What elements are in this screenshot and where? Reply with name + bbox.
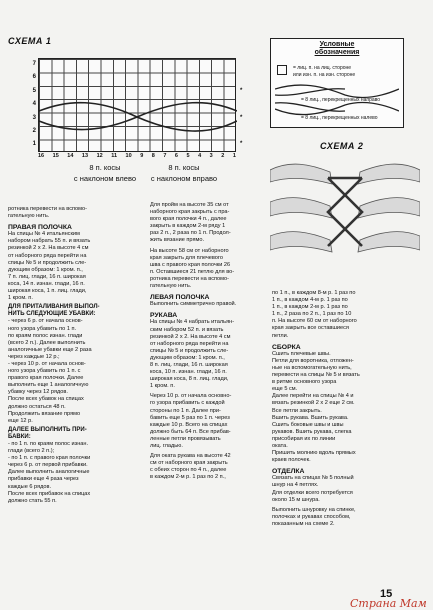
column-number: 14: [67, 153, 74, 159]
heading-right-front: ПРАВАЯ ПОЛОЧКА: [8, 224, 72, 232]
text-line: гательную нить.: [8, 213, 50, 220]
text-line: рукавов. Вшить рукава, слегка: [272, 428, 352, 435]
text-line: в ритме основного узора: [272, 379, 337, 386]
fabric-edge-mid-right: [358, 198, 420, 218]
text-line: края закрыть все оставшиеся: [272, 325, 349, 332]
caption-left-line2: с наклоном влево: [73, 174, 137, 183]
text-line: 1 п., в каждом 4-м р. 1 раз по: [272, 297, 348, 304]
column-number: 2: [221, 153, 225, 159]
caption-right-cable: [148, 162, 220, 184]
text-line: через каждые 12 р.;: [8, 353, 60, 360]
caption-right-line1: 8 п. косы: [168, 163, 200, 172]
text-line: около 15 м шнура.: [272, 496, 320, 503]
text-line: коса, 10 п. изнан. глади, 16 п.: [150, 369, 227, 376]
text-line: набором набрать 55 п. и вязать: [8, 238, 91, 245]
text-line: 1 п., в каждом 2-м р. 1 раз по: [272, 304, 348, 311]
text-line: резинкой 2 х 2. На высоте 4 см: [150, 333, 231, 340]
text-line: - через 6 р. от начала основ-: [8, 318, 83, 325]
row-number: 3: [32, 114, 36, 121]
legend-empty-square-icon: [277, 65, 287, 75]
text-line: Для оката рукава на высоте 42: [150, 453, 231, 460]
column-number: 15: [52, 153, 59, 159]
heading-waist-decreases-line2: НИТЬ СЛЕДУЮЩИЕ УБАВКИ:: [8, 311, 96, 318]
cable-left-strand-2: [39, 117, 137, 130]
text-line: ским набором 52 п. и вязать: [150, 326, 224, 333]
column-number: 7: [163, 153, 167, 159]
heading-finishing: ОТДЕЛКА: [272, 468, 305, 476]
lace-cord-2: [328, 178, 362, 246]
text-line: каждые 10 р. Всего на спицах: [150, 421, 228, 428]
text-line: раз 2 п., 2 раза по 1 п. Продол-: [150, 230, 231, 237]
row-number: 1: [32, 141, 36, 148]
heading-left-front: ЛЕВАЯ ПОЛОЧКА: [150, 294, 210, 302]
column-number: 3: [209, 153, 213, 159]
column-number: 11: [111, 153, 118, 159]
text-line: см от наборного края закрыть: [150, 460, 228, 467]
text-line: по краям полос изнан. глади: [8, 332, 83, 339]
text-line: Вшить рукава. Вшить рукава.: [272, 414, 349, 421]
text-line: 1 п., 2 раза по 2 п., 1 раз по 10: [272, 311, 352, 318]
text-line: Выполнить симметрично правой.: [150, 301, 237, 308]
text-line: закрыть в каждом 2-м ряду 1: [150, 223, 226, 230]
col1-increases-text: [8, 441, 144, 505]
text-line: Для пройм на высоте 35 см от: [150, 202, 229, 208]
text-line: После всех прибавок на спицах: [8, 490, 91, 497]
text-line: Сшить плечевые швы.: [272, 350, 331, 357]
text-line: ленные петли провязывать: [150, 435, 221, 442]
col3-sleeve-cap-text: [272, 290, 422, 340]
row-number: 7: [32, 61, 36, 67]
text-line: На спицы № 4 набрать итальян-: [150, 319, 235, 326]
legend-item-1: = лиц. п. на лиц. стороне: [293, 65, 352, 71]
text-line: вязать резинкой 2 х 2 еще 2 см.: [272, 400, 355, 407]
text-line: гательную нить.: [150, 283, 192, 290]
text-line: должно стать 55 п.: [8, 497, 57, 504]
text-line: широкая коса, 1 п. лиц. глади,: [8, 288, 87, 295]
text-line: по 1 п., в каждом 8-м р. 1 раз по: [272, 290, 356, 296]
fabric-edge-top-left: [270, 164, 332, 184]
legend-item-4: = 8 лиц., перекрещенных налево: [301, 115, 378, 121]
col2-left-front-text: [150, 301, 268, 308]
text-line: стороны по 1 п. Далее при-: [150, 407, 221, 414]
col3-finishing-text: [272, 475, 422, 528]
legend-item-2: или изн. п. на изн. стороне: [293, 72, 356, 78]
text-line: Выполнить шнуровку на спинке,: [272, 506, 356, 513]
cable-right-strand-2: [137, 117, 237, 131]
row-number: 5: [32, 87, 36, 94]
text-line: краев полочек.: [272, 457, 311, 464]
cross-right-icon: [275, 85, 399, 97]
fabric-edge-bottom-right: [358, 232, 420, 252]
text-line: п. На высоте 60 см от наборного: [272, 318, 357, 325]
text-line: (всего 2 п.). Далее выполнить: [8, 339, 86, 346]
text-line: широкая коса, 8 п. лиц. глади,: [150, 376, 229, 383]
row-number: 4: [32, 101, 36, 108]
text-line: в каждом 2-м р. 1 раз по 2 п.,: [150, 474, 226, 481]
text-line: присобирая их по линии: [272, 435, 336, 442]
column-number: 4: [198, 153, 202, 159]
text-line: перевести на спицы № 5 и вязать: [272, 372, 360, 379]
text-line: прибавки еще 4 раза через: [8, 476, 79, 483]
text-line: Через 10 р. от начала основно-: [150, 393, 232, 400]
schema2-title: СХЕМА 2: [320, 141, 364, 151]
text-line: еще 5 см.: [272, 386, 298, 393]
heading-increases: [8, 427, 144, 441]
text-line: Далее перейти на спицы № 4 и: [272, 393, 354, 400]
text-line: жить вязание прямо.: [150, 237, 205, 244]
column-number: 10: [125, 153, 132, 159]
knitting-chart-grid: [38, 58, 236, 152]
text-line: ного узора убавить по 1 п.: [8, 325, 77, 332]
text-line: 1 кром. п.: [150, 383, 175, 390]
cable-crossing-drawing: [39, 59, 237, 153]
legend-title-line2: обозначения: [314, 49, 360, 56]
text-line: бавить еще 5 раз по 1 п. через: [150, 414, 230, 421]
text-line: - через 10 р. от начала основ-: [8, 360, 86, 367]
text-line: через 6 р. от первой прибавки.: [8, 462, 88, 469]
caption-left-line1: 8 п. косы: [89, 163, 121, 172]
schema1-title: СХЕМА 1: [8, 36, 52, 46]
text-line: После всех убавок на спицах: [8, 396, 84, 403]
text-line: шнур на 4 петлях.: [272, 482, 319, 489]
text-line: петли.: [272, 332, 289, 339]
caption-right-line2: с наклоном вправо: [150, 174, 218, 183]
heading-waist-decreases: [8, 304, 144, 318]
column-3: [272, 290, 422, 528]
lacing-diagram: [270, 150, 420, 268]
text-line: аналогичные убавки еще 2 раза: [8, 346, 92, 353]
col2-sleeves-text: [150, 319, 268, 481]
column-numbers: [38, 153, 236, 159]
column-number: 12: [96, 153, 103, 159]
legend-item-3: = 8 лиц., перекрещенных направо: [301, 97, 381, 103]
heading-increases-line2: БАВКИ:: [8, 433, 31, 440]
cable-left-strand-1: [39, 103, 137, 117]
text-line: На спицы № 4 итальянским: [8, 231, 80, 238]
text-line: Продолжить вязание прямо: [8, 410, 81, 417]
col1-decreases-text: [8, 318, 144, 424]
col1-intro: [8, 206, 144, 220]
text-line: края закрыть для плечевого: [150, 254, 223, 261]
text-line: с обеих сторон по 4 п., далее: [150, 467, 227, 474]
text-line: Сшить боковые швы и швы: [272, 421, 344, 428]
text-line: Все петли закрыть.: [272, 407, 322, 414]
column-number: 1: [232, 153, 236, 159]
text-line: п. Оставшиеся 21 петлю для во-: [150, 268, 235, 275]
caption-left-cable: [70, 162, 140, 184]
legend-title-line1: Условные: [319, 41, 355, 48]
text-line: го узора прибавить с каждой: [150, 400, 225, 407]
row-mark: *: [240, 87, 243, 94]
column-1: [8, 206, 144, 505]
heading-assembly: СБОРКА: [272, 343, 301, 351]
text-line: 7 п. лиц. глади, 16 п. широкая: [8, 273, 86, 280]
text-line: вого края полочки 4 п., далее: [150, 216, 227, 223]
text-line: дующим образом: 1 кром. п.,: [150, 354, 225, 361]
text-line: коса, 14 п. изнан. глади, 16 п.: [8, 280, 85, 287]
text-line: должно остаться 48 п.: [8, 403, 66, 410]
text-line: ного узора убавить по 1 п. с: [8, 368, 81, 375]
text-line: 1 кром. п.: [8, 295, 33, 302]
text-line: дующим образом: 1 кром. п.,: [8, 266, 83, 273]
text-line: ротника перевести на вспомо-: [8, 206, 87, 212]
column-number: 16: [38, 153, 45, 159]
text-line: убавку через 12 рядов.: [8, 389, 68, 396]
row-number: 2: [32, 128, 36, 134]
text-line: должно быть 64 п. Все прибав-: [150, 428, 231, 435]
text-line: оката.: [272, 442, 288, 449]
column-2: [150, 202, 268, 481]
fabric-edge-mid-left: [270, 198, 332, 218]
text-line: Пришить молнию вдоль прямых: [272, 450, 356, 457]
text-line: шва с правого края полочки 26: [150, 261, 231, 268]
heading-sleeves: РУКАВА: [150, 312, 178, 320]
site-logo: Страна Мам: [350, 597, 427, 610]
legend-box: [270, 38, 404, 128]
heading-waist-decreases-line1: ДЛЯ ПРИТАЛИВАНИЯ ВЫПОЛ-: [8, 304, 100, 311]
text-line: спицы № 5 и продолжить сле-: [8, 259, 87, 266]
row-mark: *: [240, 141, 243, 148]
column-number: 13: [81, 153, 89, 159]
text-line: каждые 6 рядов.: [8, 483, 52, 490]
text-line: еще 12 р.: [8, 417, 33, 424]
text-line: полочках и рукавах способом,: [272, 513, 351, 520]
cable-right-strand-1: [137, 103, 237, 117]
text-line: Связать на спицах № 5 полный: [272, 475, 354, 482]
text-line: На высоте 58 см от наборного: [150, 247, 229, 254]
column-number: 6: [174, 153, 178, 159]
fabric-edge-top-right: [358, 164, 420, 184]
text-line: от наборного ряда перейти на: [8, 252, 87, 259]
text-line: ные на вспомогательную нить,: [272, 364, 352, 371]
text-line: - по 1 п. с правого края полочки: [8, 455, 91, 462]
text-line: - по 1 п. по краям полос изнан.: [8, 441, 89, 447]
page-number: 15: [380, 588, 393, 600]
col1-right-front-text: [8, 231, 144, 302]
row-number: 6: [32, 74, 36, 81]
text-line: показанным на схеме 2.: [272, 520, 335, 527]
column-number: 5: [186, 153, 190, 159]
text-line: лиц. гладью.: [150, 443, 183, 449]
fabric-edge-bottom-left: [270, 232, 332, 252]
text-line: правого края полочки. Далее: [8, 375, 84, 382]
heading-increases-line1: ДАЛЕЕ ВЫПОЛНИТЬ ПРИ-: [8, 426, 87, 433]
column-number: 9: [140, 153, 144, 159]
lacing-illustration: [270, 150, 420, 268]
row-mark: *: [240, 114, 243, 121]
text-line: Для отделки всего потребуется: [272, 489, 353, 496]
text-line: резинкой 2 х 2. На высоте 4 см: [8, 245, 89, 252]
text-line: 8 п. лиц. глади, 16 п. широкая: [150, 361, 228, 368]
text-line: выполнить еще 1 аналогичную: [8, 382, 89, 389]
text-line: Петли для воротника, отложен-: [272, 357, 354, 364]
lace-cord-1: [328, 178, 362, 246]
text-line: глади (всего 2 п.);: [8, 448, 55, 455]
legend-title: [271, 41, 403, 57]
text-line: от наборного ряда перейти на: [150, 340, 229, 347]
text-line: спицы № 5 и продолжить сле-: [150, 347, 229, 354]
text-line: Далее выполнить аналогичные: [8, 469, 90, 476]
col2-armhole-text: [150, 202, 268, 290]
text-line: ротника перевести на вспомо-: [150, 275, 229, 282]
column-number: 8: [151, 153, 155, 159]
col3-assembly-text: [272, 351, 422, 465]
text-line: наборного края закрыть с пра-: [150, 209, 230, 216]
